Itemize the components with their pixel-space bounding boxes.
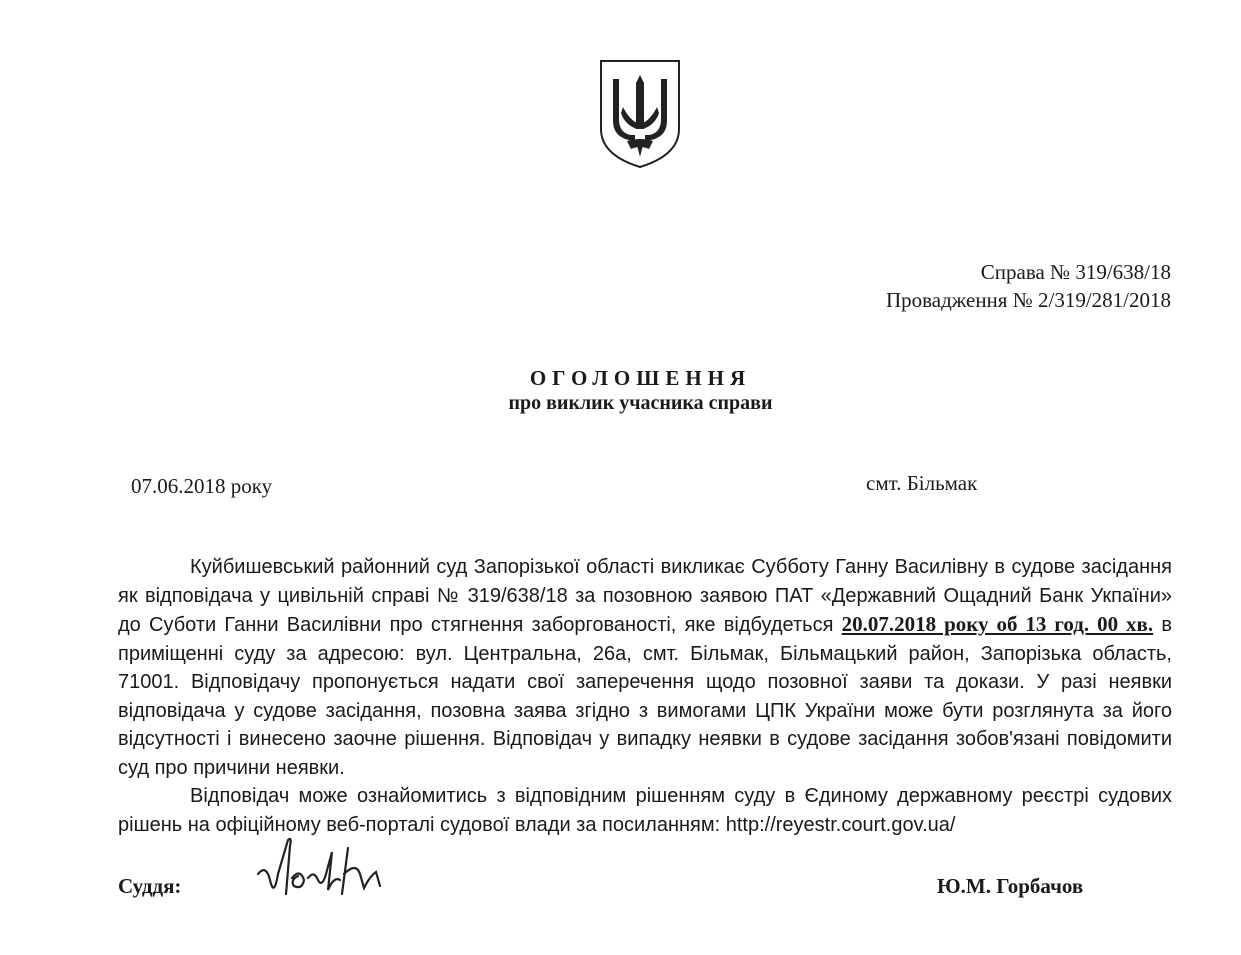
document-subtitle: про виклик учасника справи xyxy=(508,392,773,414)
judge-label: Суддя: xyxy=(118,874,182,898)
body-paragraph-1 xyxy=(118,553,1172,782)
case-number: Справа № 319/638/18 xyxy=(980,260,1171,284)
body-paragraph-1-end: в приміщенні суду за адресою: вул. Центральна, 26а, смт. Більмак, Більмацький район, Запорізька область, 71001. Відповідачу пропонується надати свої заперечення щодо позовної заяви та докази. У разі неявки відповідача у судове засідання, позовна заява згідно з вимогами ЦПК України може бути розглянута за його відсутності і винесено заочне рішення. Відповідач у випадку неявки в судове засідання зобов'язані повідомити суд про причини неявки. xyxy=(118,614,1172,779)
document-title: ОГОЛОШЕННЯ xyxy=(529,366,752,390)
trident-icon xyxy=(597,57,683,171)
document-date: 07.06.2018 року xyxy=(131,474,273,498)
body-paragraph-2: Відповідач може ознайомитись з відповідним рішенням суду в Єдиному державному реєстрі судових рішень на офіційному веб-порталі судової влади за посиланням: http://reyestr.court.gov.ua/ xyxy=(118,785,1172,836)
judge-name: Ю.М. Горбачов xyxy=(937,874,1084,898)
announcement-body xyxy=(118,553,1172,839)
body-paragraph-1-start: Куйбишевський районний суд Запорізької області викликає Субботу Ганну Василівну в судове засідання як відповідача у цивільній справі № 319/638/18 за позовною заявою ПАТ «Державний Ощадний Банк Укпаїни» до Суботи Ганни Василівни про стягнення заборгованості, яке відбудеться xyxy=(118,556,1172,636)
document-place: смт. Більмак xyxy=(866,471,978,495)
hearing-datetime: 20.07.2018 року об 13 год. 00 хв. xyxy=(841,612,1154,636)
proceeding-number: Провадження № 2/319/281/2018 xyxy=(885,288,1171,312)
signature-mark xyxy=(252,834,400,904)
case-numbers xyxy=(886,258,1171,314)
